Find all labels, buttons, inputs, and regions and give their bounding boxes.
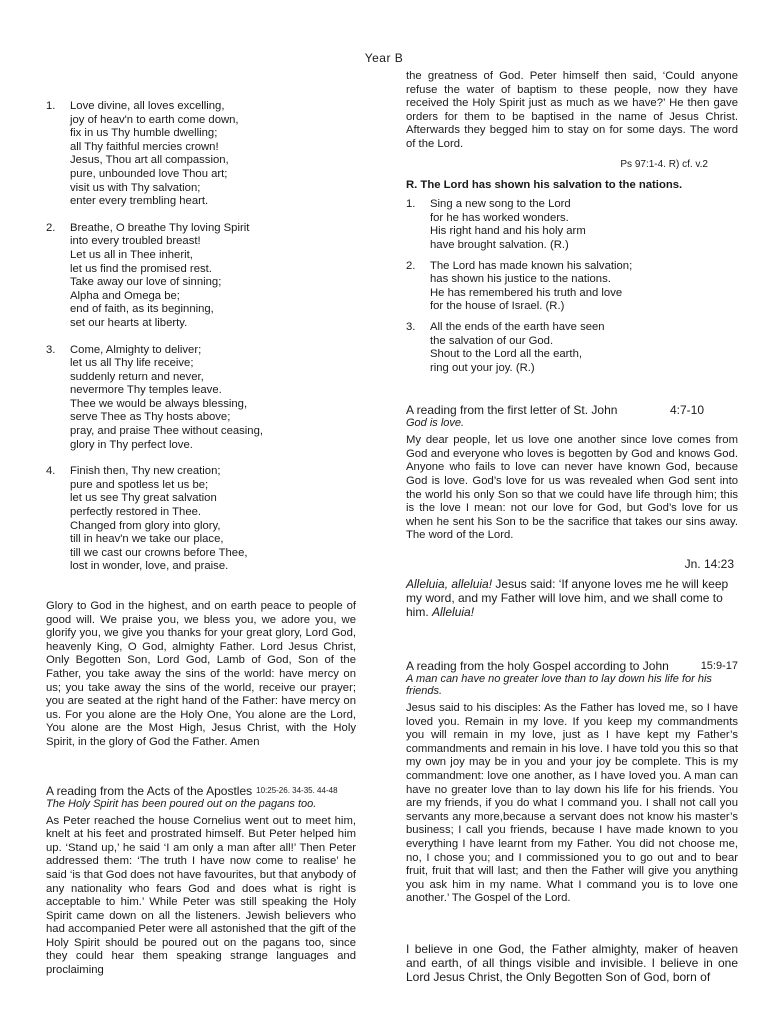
hymn-line: suddenly return and never,: [70, 370, 204, 383]
hymn-line: Breathe, O breathe Thy loving Spirit: [70, 221, 250, 234]
psalm-line: for the house of Israel. (R.): [430, 300, 565, 313]
hymn-line: Take away our love of sinning;: [70, 276, 222, 289]
psalm-verse: [406, 260, 738, 314]
hymn-line: fix in us Thy humble dwelling;: [70, 127, 218, 140]
acclamation-reference: Jn. 14:23: [684, 557, 734, 572]
left-column: [46, 100, 356, 978]
hymn-line: nevermore Thy temples leave.: [70, 384, 222, 397]
verse-number: 3.: [406, 320, 416, 333]
hymn-line: Come, Almighty to deliver;: [70, 343, 202, 356]
reading-body: My dear people, let us love one another since love comes from God and everyone who loves is begotten by God and knows God. Anyone who fails to love can never have known God, because God is love. God’s love for us was revealed when God sent into the world his only Son so that we could have life through him; this is the love I mean: not our love for God, but God’s love for us when he sent his Son to be the sacrifice that takes our sins away. The word of the Lord.: [406, 434, 738, 542]
psalm-verse: [406, 321, 738, 375]
hymn-line: Jesus, Thou art all compassion,: [70, 154, 229, 167]
hymn-line: joy of heav'n to earth come down,: [70, 113, 239, 126]
verse-number: 2.: [406, 259, 416, 272]
reading-title: A reading from the holy Gospel according to John: [406, 659, 669, 674]
reading-heading: [46, 784, 356, 798]
hymn-line: pray, and praise Thee without ceasing,: [70, 425, 264, 438]
psalm-reference: Ps 97:1-4. R) cf. v.2: [620, 158, 708, 170]
alleluia-open: Alleluia, alleluia!: [406, 577, 493, 592]
page-title: Year B: [364, 51, 404, 65]
hymn-line: perfectly restored in Thee.: [70, 506, 202, 519]
hymn-line: set our hearts at liberty.: [70, 316, 188, 329]
reading-body: As Peter reached the house Cornelius went out to meet him, knelt at his feet and prostrated himself. But Peter helped him up. ‘Stand up,’ he said ‘I am only a man after all!’ Then Peter addressed them: ‘The truth I have now come to realise’ he said ‘is that God does not have favourites, but that anybody of any nationality who fears God and does what is right is acceptable to him.’ While Peter was still speaking the Holy Spirit came down on all the listeners. Jewish believers who had accompanied Peter were all astonished that the gift of the Holy Spirit should be poured out on the pagans too, since they could hear them speaking strange languages and proclaiming: [46, 814, 356, 977]
psalm-verse: [406, 198, 738, 252]
hymn-line: Alpha and Omega be;: [70, 289, 180, 302]
gloria-text: Glory to God in the highest, and on earth peace to people of good will. We praise you, we bless you, we adore you, we glorify you, we give you thanks for your great glory, Lord God, heavenly King, O God, almighty Father. Lord Jesus Christ, Only Begotten Son, Lord God, Lamb of God, Son of the Father, you take away the sins of the world: have mercy on us; you take away the sins of the world, receive our prayer; you are seated at the right hand of the Father: have mercy on us. For you alone are the Holy One, You alone are the Lord, You alone are the Most High, Jesus Christ, with the Holy Spirit, in the glory of God the Father. Amen: [46, 600, 356, 748]
hymn-verse: [46, 100, 356, 209]
verse-number: 2.: [46, 221, 56, 234]
reading-body: Jesus said to his disciples: As the Father has loved me, so I have loved you. Remain in my love. If you keep my commandments you will remain in my love, just as I have kept my Father’s commandments and remain in his love. I have told you this so that my own joy may be in you and your joy be complete. This is my commandment: love one another, as I have loved you. A man can have no greater love than to lay down his life for his friends. You are my friends, if you do what I command you. I shall not call you servants any more,because a servant does not know his master’s business; I call you friends, because I have made known to you everything I have learnt from my Father. You did not choose me, no, I chose you; and I commissioned you to go out and to bear fruit, fruit that will last; and then the Father will give you anything you ask him in my name. What I command you is to love one another.’ The Gospel of the Lord.: [406, 702, 738, 905]
reading-title: A reading from the first letter of St. John: [406, 403, 618, 418]
psalm-line: has shown his justice to the nations.: [430, 273, 611, 286]
first-reading: [46, 784, 356, 978]
psalm-line: All the ends of the earth have seen: [430, 320, 605, 333]
psalm-line: for he has worked wonders.: [430, 211, 569, 224]
psalm-line: He has remembered his truth and love: [430, 286, 623, 299]
hymn-verse: [46, 344, 356, 453]
psalm-response: R. The Lord has shown his salvation to the nations.: [406, 178, 683, 191]
psalm-line: the salvation of our God.: [430, 334, 554, 347]
reading-subtitle: God is love.: [406, 417, 465, 430]
psalm-line: have brought salvation. (R.): [430, 238, 569, 251]
reading-reference: 15:9-17: [700, 660, 738, 673]
hymn-line: lost in wonder, love, and praise.: [70, 560, 229, 573]
reading-subtitle: A man can have no greater love than to lay down his life for his friends.: [406, 673, 712, 698]
hymn-line: end of faith, as its beginning,: [70, 303, 214, 316]
hymn: [46, 100, 356, 574]
hymn-line: till we cast our crowns before Thee,: [70, 546, 248, 559]
hymn-line: glory in Thy perfect love.: [70, 438, 193, 451]
verse-number: 3.: [46, 343, 56, 356]
reading-title: A reading from the Acts of the Apostles: [46, 783, 253, 798]
second-reading: [406, 403, 738, 543]
hymn-line: pure and spotless let us be;: [70, 478, 209, 491]
gospel-acclamation: [406, 577, 738, 619]
verse-number: 1.: [406, 198, 416, 211]
hymn-line: Thee we would be always blessing,: [70, 397, 248, 410]
hymn-line: Love divine, all loves excelling,: [70, 100, 225, 112]
hymn-line: let us find the promised rest.: [70, 262, 212, 275]
verse-number: 4.: [46, 465, 56, 478]
reading-heading: [406, 659, 738, 673]
hymn-line: let us see Thy great salvation: [70, 492, 217, 505]
hymn-verse: [46, 465, 356, 574]
psalm-line: Sing a new song to the Lord: [430, 198, 571, 211]
hymn-line: into every troubled breast!: [70, 235, 201, 248]
alleluia-close: Alleluia!: [432, 605, 475, 620]
hymn-line: pure, unbounded love Thou art;: [70, 167, 228, 180]
reading-continuation: the greatness of God. Peter himself then said, ‘Could anyone refuse the water of baptism to these people, now they have received the Holy Spirit just as much as we have?’ He then gave orders for them to be baptised in the name of Jesus Christ. Afterwards they begged him to stay on for some days. The word of the Lord.: [406, 70, 738, 150]
hymn-verse: [46, 222, 356, 331]
hymn-line: visit us with Thy salvation;: [70, 181, 201, 194]
hymn-line: all Thy faithful mercies crown!: [70, 140, 219, 153]
hymn-line: serve Thee as Thy hosts above;: [70, 411, 231, 424]
hymn-line: Finish then, Thy new creation;: [70, 465, 221, 478]
reading-subtitle: The Holy Spirit has been poured out on the pagans too.: [46, 797, 317, 810]
hymn-line: Let us all in Thee inherit,: [70, 248, 193, 261]
acclamation-text: Jesus said: ‘If anyone loves me he will keep my word, and my Father will love him, and we shall come to him.: [406, 577, 729, 620]
right-column: [406, 70, 738, 984]
psalm-line: The Lord has made known his salvation;: [430, 259, 633, 272]
reading-heading: [406, 403, 738, 417]
hymn-line: let us all Thy life receive;: [70, 357, 194, 370]
psalm-line: Shout to the Lord all the earth,: [430, 348, 582, 361]
gospel: [406, 659, 738, 906]
creed-text: I believe in one God, the Father almighty, maker of heaven and earth, of all things visible and invisible. I believe in one Lord Jesus Christ, the Only Begotten Son of God, born of: [406, 941, 738, 984]
psalm: [406, 198, 738, 375]
reading-reference: 10:25-26. 34-35. 44-48: [256, 785, 338, 795]
hymn-line: till in heav'n we take our place,: [70, 533, 224, 546]
hymn-line: enter every trembling heart.: [70, 195, 209, 208]
psalm-line: His right hand and his holy arm: [430, 225, 586, 238]
psalm-line: ring out your joy. (R.): [430, 361, 535, 374]
hymn-line: Changed from glory into glory,: [70, 519, 221, 532]
reading-reference: 4:7-10: [669, 403, 704, 418]
verse-number: 1.: [46, 100, 56, 112]
